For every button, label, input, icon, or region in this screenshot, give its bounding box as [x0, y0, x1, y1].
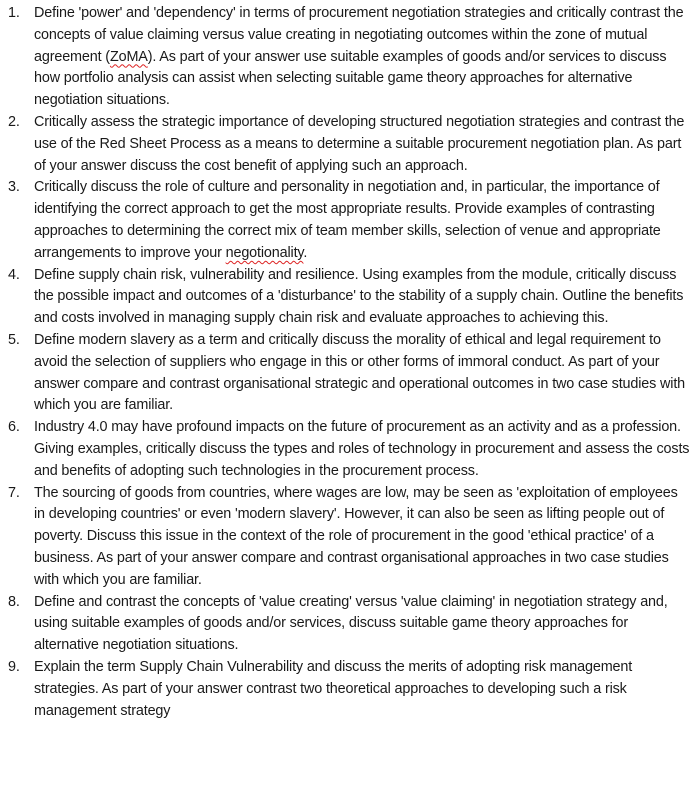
question-number: 9. [8, 658, 20, 675]
question-list [8, 3, 691, 722]
question-text: Critically assess the strategic importance of developing structured negotiation strategies and contrast the use of the Red Sheet Process as a means to determine a suitable procurement negotiation plan. As part of your answer discuss the cost benefit of applying such an approach. [34, 113, 685, 174]
question-text [34, 177, 691, 264]
question-number: 3. [8, 179, 20, 196]
question-text: Define and contrast the concepts of 'value creating' versus 'value claiming' in negotiation strategy and, using suitable examples of goods and/or services, discuss suitable game theory approaches for alternative negotiation situations. [34, 593, 668, 654]
question-9 [8, 657, 691, 722]
question-number: 6. [8, 419, 20, 436]
question-5 [8, 330, 691, 417]
question-6 [8, 417, 691, 482]
question-text-part: Define 'power' and 'dependency' in terms of procurement negotiation strategies and critically contrast the concepts of value claiming versus value creating in negotiating outcomes within the zone of mutual agreement ( [34, 5, 684, 65]
spelling-flagged-word: negotionality [225, 244, 304, 261]
question-text: Define modern slavery as a term and critically discuss the morality of ethical and legal requirement to avoid the selection of suppliers who engage in this or other forms of immoral conduct. As part of your answer compare and contrast organisational strategic and operational outcomes in two case studies with which you are familiar. [34, 331, 686, 414]
question-number: 8. [8, 593, 20, 610]
question-number: 4. [8, 266, 20, 283]
question-number: 1. [8, 5, 20, 21]
question-number: 7. [8, 484, 20, 501]
question-text-part: . [303, 244, 308, 261]
question-number: 5. [8, 331, 20, 348]
question-text-part: Critically discuss the role of culture and personality in negotiation and, in particular, the importance of identifying the correct approach to get the most appropriate results. Provide examples of contrasting approaches to determining the correct mix of team member skills, selection of venue and appropriate arrangements to improve your [34, 179, 661, 261]
question-text: Industry 4.0 may have profound impacts on the future of procurement as an activity and as a profession. Giving examples, critically discuss the types and roles of technology in procurement and assess the costs and benefits of adopting such technologies in the procurement process. [34, 419, 690, 479]
question-8 [8, 592, 691, 657]
spelling-flagged-word: ZoMA [109, 48, 148, 65]
question-2 [8, 112, 691, 177]
question-text: Explain the term Supply Chain Vulnerability and discuss the merits of adopting risk management strategies. As part of your answer contrast two theoretical approaches to developing such a risk management strategy [34, 658, 633, 719]
question-text-part: ). As part of your answer use suitable examples of goods and/or services to discuss how portfolio analysis can assist when selecting suitable game theory approaches for alternative negotiation situations. [34, 48, 667, 109]
question-number: 2. [8, 113, 20, 130]
question-1 [8, 3, 691, 112]
question-text: Define supply chain risk, vulnerability and resilience. Using examples from the module, critically discuss the possible impact and outcomes of a 'disturbance' to the stability of a supply chain. Outline the benefits and costs involved in managing supply chain risk and evaluate approaches to achieving this. [34, 266, 684, 327]
question-4 [8, 265, 691, 330]
question-3 [8, 177, 691, 264]
question-7 [8, 483, 691, 592]
question-text: The sourcing of goods from countries, where wages are low, may be seen as 'exploitation of employees in developing countries' or even 'modern slavery'. However, it can also be seen as lifting people out of poverty. Discuss this issue in the context of the role of procurement in the good 'ethical practice' of a business. As part of your answer compare and contrast organisational approaches in two case studies with which you are familiar. [34, 484, 678, 588]
question-text [34, 3, 691, 112]
